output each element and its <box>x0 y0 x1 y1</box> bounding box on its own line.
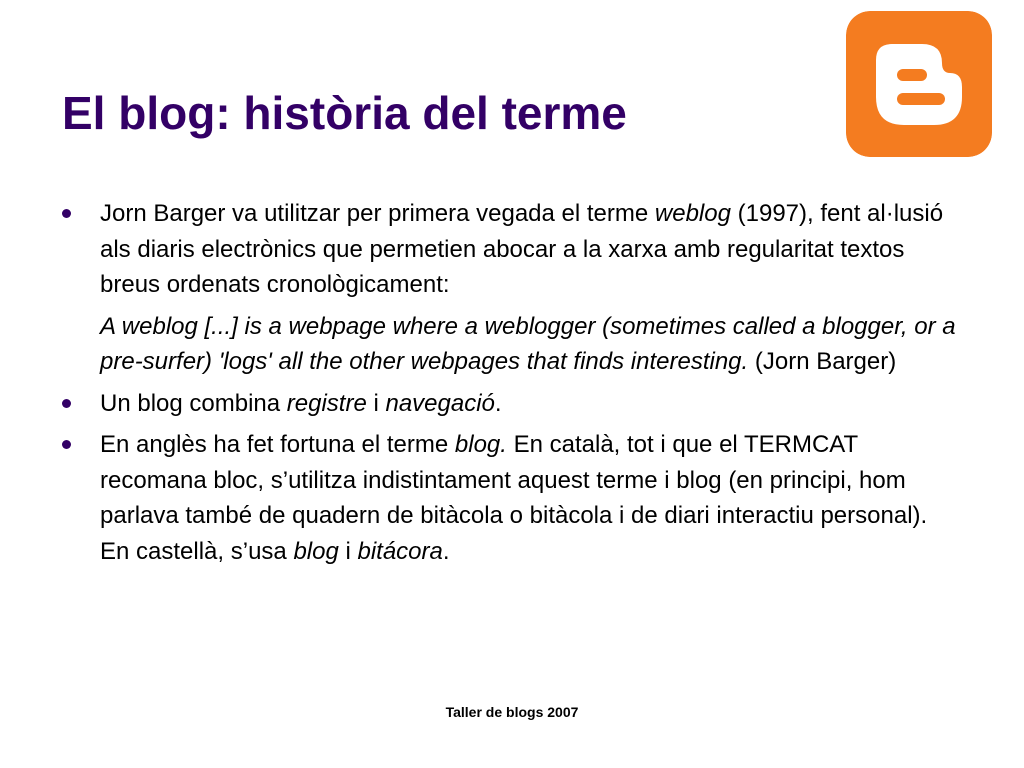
text-segment: . <box>442 537 450 565</box>
text-segment: En anglès ha fet fortuna el terme <box>100 431 455 458</box>
text-segment: i <box>338 537 358 565</box>
italic-text: blog. <box>454 431 507 458</box>
bullet-dot-icon <box>62 440 71 449</box>
text-segment: Un blog combina <box>100 389 287 417</box>
italic-text: blog <box>293 537 339 565</box>
slide-title: El blog: història del terme <box>62 87 627 139</box>
italic-text: navegació <box>385 389 495 417</box>
bullet-dot-icon <box>62 209 71 218</box>
slide-content <box>62 196 962 575</box>
bullet-item <box>62 196 962 303</box>
logo-slot-top <box>897 69 927 81</box>
text-segment: . <box>494 389 502 417</box>
italic-text: A weblog [...] is a webpage where a weblogger (sometimes called a blogger, or a pre-surfer) 'logs' all the other webpages that finds interesting. <box>100 312 956 375</box>
quote-paragraph <box>62 309 962 380</box>
text-segment: Jorn Barger va utilitzar per primera vegada el terme <box>100 200 655 227</box>
text-segment: (1997), fent al·lusió als diaris electrònics que permetien abocar a la xarxa amb regularitat textos breus ordenats cronològicament: <box>100 200 944 298</box>
text-segment: i <box>366 389 386 417</box>
bullet-item <box>62 386 962 422</box>
slide-footer: Taller de blogs 2007 <box>445 704 579 720</box>
text-segment: (Jorn Barger) <box>748 348 897 375</box>
bullet-dot-icon <box>62 399 71 408</box>
italic-text: weblog <box>654 200 731 227</box>
text-segment: En català, tot i que el TERMCAT recomana bloc, s’utilitza indistintament aquest terme i blog (en principi, hom parlava també de quadern de bitàcola o bitàcola i de diari interactiu personal). En castellà, s’usa <box>100 431 928 565</box>
logo-slot-bottom <box>897 93 945 105</box>
italic-text: bitácora <box>357 537 443 565</box>
bullet-item <box>62 427 962 569</box>
italic-text: registre <box>286 389 367 417</box>
blogger-logo-icon <box>846 11 992 157</box>
